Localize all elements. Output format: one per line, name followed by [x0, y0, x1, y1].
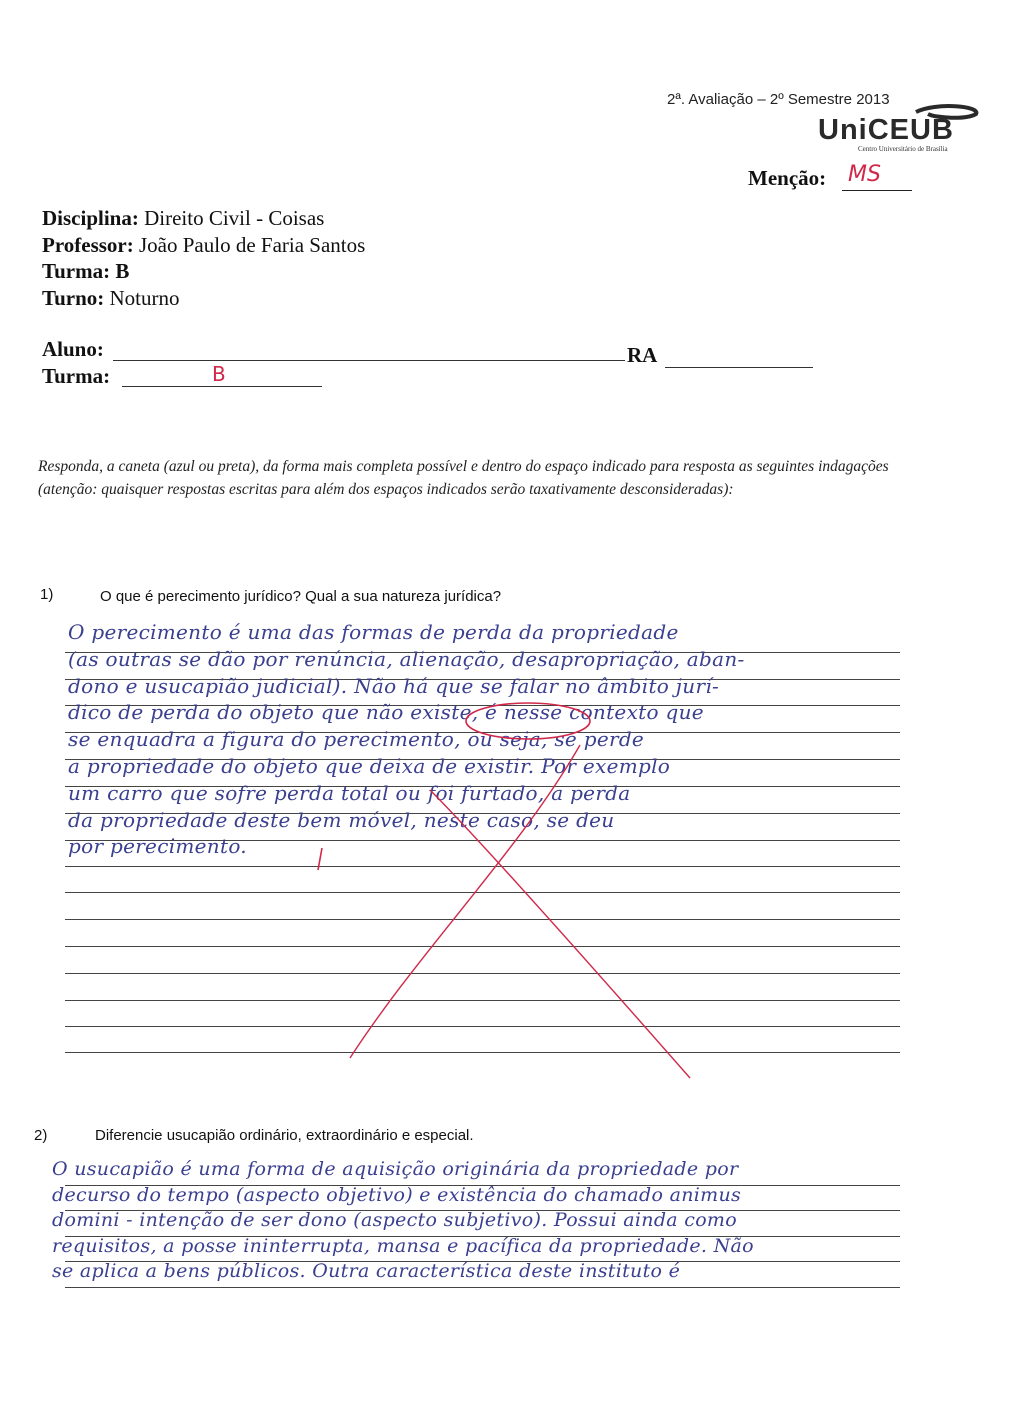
answer-1-line: dono e usucapião judicial). Não há que se falar no âmbito jurí- [68, 673, 720, 698]
evaluation-title: 2ª. Avaliação – 2º Semestre 2013 [667, 91, 890, 108]
answer-2-line: requisitos, a posse ininterrupta, mansa e pacífica da propriedade. Não [52, 1234, 754, 1257]
disciplina-line [42, 206, 324, 231]
answer-2-line: O usucapião é uma forma de aquisição originária da propriedade por [52, 1158, 739, 1180]
answer-1-line: por perecimento. [68, 834, 247, 859]
logo-subtitle: Centro Universitário de Brasília [858, 145, 948, 153]
answer-1-line: se enquadra a figura do perecimento, ou seja, se perde [68, 727, 645, 752]
answer-1-line: O perecimento é uma das formas de perda da propriedade [68, 620, 679, 644]
turma-student-field[interactable] [122, 386, 322, 387]
answer-1-line: dico de perda do objeto que não existe, é nesse contexto que [68, 700, 704, 725]
turma-label: Turma: B [42, 259, 130, 283]
answer-2-line: se aplica a bens públicos. Outra característica deste instituto é [52, 1260, 681, 1282]
aluno-label: Aluno: [42, 337, 104, 361]
professor-label: Professor: [42, 233, 134, 257]
question-2-text: Diferencie usucapião ordinário, extraordinário e especial. [95, 1127, 474, 1144]
turma-line [42, 259, 129, 284]
mencao-label: Menção: [748, 166, 827, 190]
answer-2-line: domini - intenção de ser dono (aspecto subjetivo). Possui ainda como [52, 1209, 737, 1231]
mencao-grade: MS [848, 162, 881, 187]
answer-1-line: a propriedade do objeto que deixa de existir. Por exemplo [68, 754, 671, 778]
turma-student-label: Turma: [42, 364, 111, 388]
answer-1-line: (as outras se dão por renúncia, alienação, desapropriação, aban- [68, 646, 745, 671]
answer-2-line: decurso do tempo (aspecto objetivo) e existência do chamado animus [52, 1183, 742, 1206]
disciplina-label: Disciplina: [42, 206, 139, 230]
logo-wordmark: UniCEUB [818, 114, 954, 146]
professor-value: João Paulo de Faria Santos [133, 233, 366, 257]
aluno-field[interactable] [113, 360, 625, 361]
mencao-line [842, 190, 912, 191]
answer-1-line: da propriedade deste bem móvel, neste caso, se deu [68, 807, 615, 832]
disciplina-value: Direito Civil - Coisas [138, 206, 325, 230]
turno-value: Noturno [104, 286, 180, 310]
answer-1-line: um carro que sofre perda total ou foi furtado, a perda [68, 780, 631, 805]
professor-line [42, 233, 365, 258]
instructions: Responda, a caneta (azul ou preta), da forma mais completa possível e dentro do espaço indicado para resposta as seguintes indagações (atenção: quaisquer respostas escritas para além dos espaços indicados serão taxativamente desconsideradas): [38, 458, 889, 498]
turno-line [42, 286, 180, 311]
question-2-number: 2) [34, 1127, 48, 1144]
question-1-text: O que é perecimento jurídico? Qual a sua natureza jurídica? [100, 588, 502, 605]
turma-student-value: B [212, 362, 226, 386]
turno-label: Turno: [42, 286, 105, 310]
question-1-number: 1) [40, 586, 54, 603]
ra-field[interactable] [665, 367, 813, 368]
ra-label: RA [627, 343, 658, 367]
university-logo [816, 104, 986, 154]
